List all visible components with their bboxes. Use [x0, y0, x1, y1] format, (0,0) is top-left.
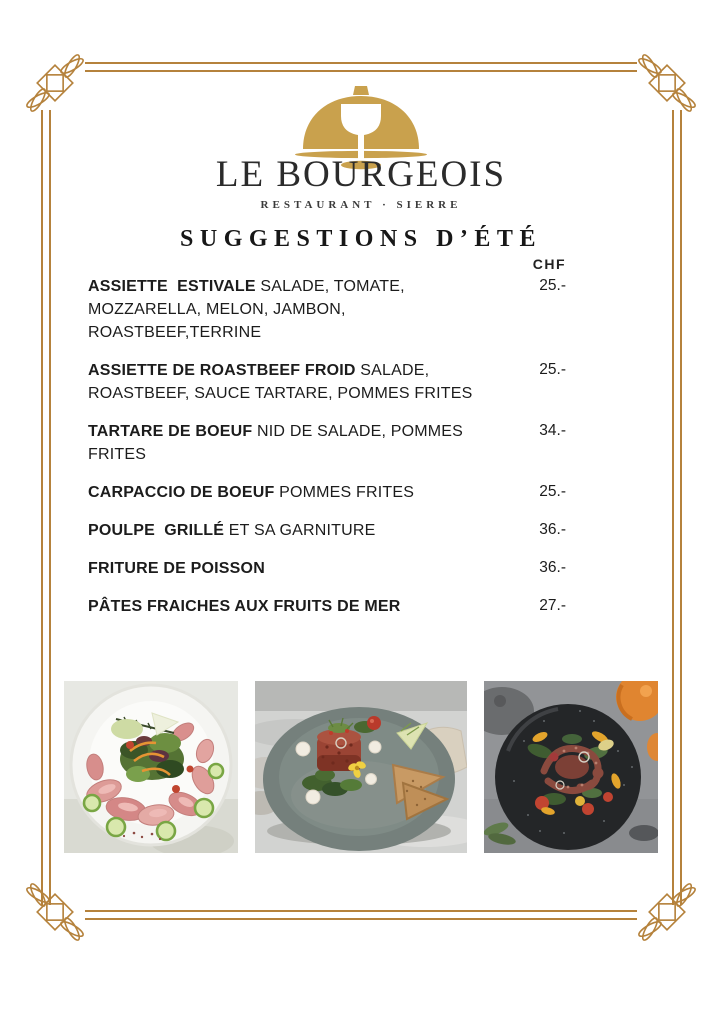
menu-item-row	[88, 557, 566, 580]
menu-item-row	[88, 359, 566, 405]
menu-item-text	[88, 275, 500, 344]
menu-item-name: ASSIETTE DE ROASTBEEF FROID	[88, 362, 356, 379]
photo-beef-tartare	[255, 681, 467, 853]
menu-section-title: SUGGESTIONS D’ÉTÉ	[180, 226, 542, 252]
restaurant-wordmark: LE BOURGEOIS	[215, 154, 507, 195]
menu-item-name: ASSIETTE ESTIVALE	[88, 278, 256, 295]
frame-line-top-outer	[85, 62, 637, 64]
menu-item-price: 25.-	[539, 483, 566, 500]
corner-ornament-icon	[18, 46, 92, 120]
menu-item-name: FRITURE DE POISSON	[88, 560, 265, 577]
menu-item-price: 36.-	[539, 559, 566, 576]
menu-item-row	[88, 595, 566, 618]
menu-item-text	[88, 557, 500, 580]
menu-item-row	[88, 481, 566, 504]
menu-item-text	[88, 481, 500, 504]
photo-grilled-octopus	[484, 681, 658, 853]
menu-item-row	[88, 420, 566, 466]
roastbeef-salad-illustration	[64, 681, 238, 853]
menu-item-name: POULPE GRILLÉ	[88, 522, 225, 539]
currency-column-header: CHF	[532, 256, 566, 272]
menu-item-name: TARTARE DE BOEUF	[88, 423, 253, 440]
beef-tartare-illustration	[255, 681, 467, 853]
menu-item-text	[88, 359, 500, 405]
menu-item-description: ET SA GARNITURE	[224, 522, 376, 539]
frame-line-bottom-inner	[85, 910, 637, 912]
corner-ornament-icon	[630, 46, 704, 120]
menu-item-description: SALADE, TOMATE, MOZZARELLA, MELON, JAMBON, ROASTBEEF,TERRINE	[88, 278, 410, 341]
menu-item-price: 25.-	[539, 361, 566, 378]
menu-item-description: SALADE, ROASTBEEF, SAUCE TARTARE, POMMES FRITES	[88, 362, 473, 402]
menu-item-price: 34.-	[539, 422, 566, 439]
menu-item-description: POMMES FRITES	[274, 484, 415, 501]
frame-line-bottom-outer	[85, 918, 637, 920]
menu-item-text	[88, 595, 500, 618]
corner-ornament-icon	[630, 875, 704, 949]
menu-item-list	[88, 275, 566, 633]
menu-item-text	[88, 519, 500, 542]
menu-item-price: 25.-	[539, 277, 566, 294]
grilled-octopus-illustration	[484, 681, 658, 853]
restaurant-subtitle: RESTAURANT · SIERRE	[260, 199, 462, 211]
corner-ornament-icon	[18, 875, 92, 949]
menu-item-price: 27.-	[539, 597, 566, 614]
menu-item-row	[88, 519, 566, 542]
frame-line-top-inner	[85, 70, 637, 72]
menu-item-row	[88, 275, 566, 344]
menu-item-description: NID DE SALADE, POMMES FRITES	[88, 423, 468, 463]
menu-item-name: CARPACCIO DE BOEUF	[88, 484, 275, 501]
menu-item-name: PÂTES FRAICHES AUX FRUITS DE MER	[88, 598, 401, 615]
photo-roastbeef-salad	[64, 681, 238, 853]
menu-item-price: 36.-	[539, 521, 566, 538]
menu-item-text	[88, 420, 500, 466]
